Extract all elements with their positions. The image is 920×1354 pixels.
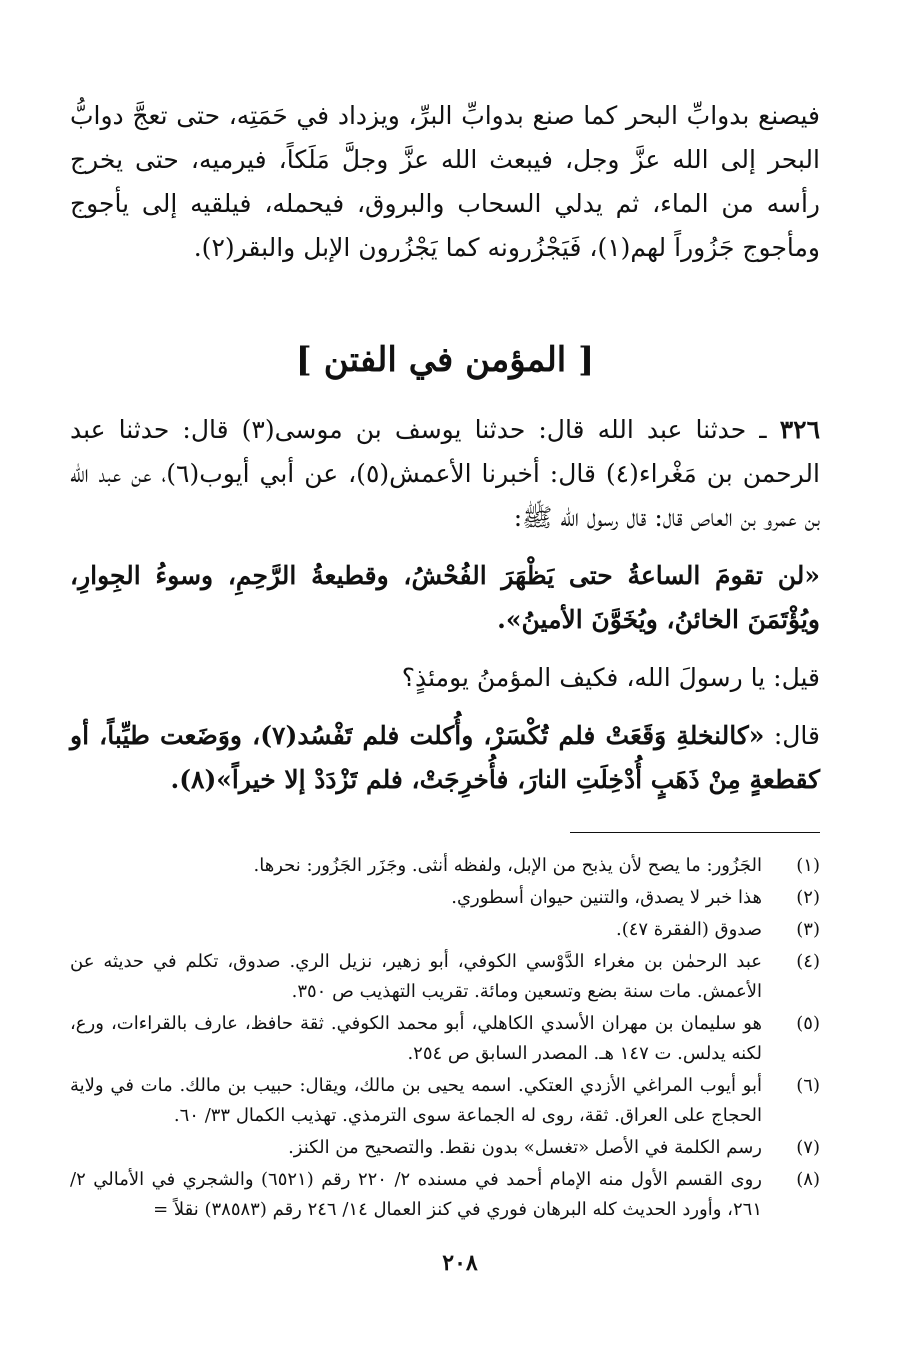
footnotes-list	[70, 851, 820, 1225]
footnote-mark: (٣)	[796, 919, 820, 940]
footnote-mark: (٦)	[796, 1075, 820, 1096]
footnote-text: صدوق (الفقرة ٤٧).	[615, 919, 762, 940]
footnote-mark: (٥)	[796, 1013, 820, 1034]
hadith-chain	[70, 408, 820, 540]
footnote-item	[70, 1009, 820, 1069]
footnote-text: هذا خبر لا يصدق، والتنين حيوان أسطوري.	[451, 887, 762, 908]
footnote-mark: (١)	[796, 855, 820, 876]
footnote-text: رسم الكلمة في الأصل «تغسل» بدون نقط. والتصحيح من الكنز.	[288, 1137, 762, 1158]
opening-paragraph: فيصنع بدوابِّ البحر كما صنع بدوابِّ البرِّ، ويزداد في حَمَتِه، حتى تعجَّ دوابُّ البحر إلى الله عزَّ وجل، فيبعث الله عزَّ وجلَّ مَلَكاً، فيرميه، حتى يخرج رأسه من الماء، ثم يدلي السحاب والبروق، فيحمله، فيلقيه إلى يأجوج ومأجوج جَزُوراً لهم(١)، فَيَجْزُرونه كما يَجْزُرون الإبل والبقر(٢).	[70, 101, 820, 262]
footnote-mark: (٧)	[796, 1137, 820, 1158]
footnote-text: عبد الرحمٰن بن مغراء الدَّوْسي الكوفي، أبو زهير، نزيل الري. صدوق، تكلم في حديثه عن الأعمش. مات سنة بضع وتسعين ومائة. تقريب التهذيب ص ٣٥٠.	[70, 951, 762, 1002]
footnote-mark: (٢)	[796, 887, 820, 908]
footnote-item	[70, 915, 820, 945]
footnote-item	[70, 851, 820, 881]
answer-prefix: قال:	[764, 721, 820, 750]
hadith-answer	[70, 714, 820, 802]
footnote-item	[70, 883, 820, 913]
footnote-mark: (٤)	[796, 951, 820, 972]
hadith-quote: «لن تقومَ الساعةُ حتى يَظْهَرَ الفُحْشُ، وقطيعةُ الرَّحِمِ، وسوءُ الجِوارِ، ويُؤْتَمَنَ الخائنُ، ويُخَوَّنَ الأمينُ».	[70, 561, 820, 634]
footnote-item	[70, 947, 820, 1007]
hadith-chain-text: ـ حدثنا عبد الله قال: حدثنا يوسف بن موسى(٣) قال: حدثنا عبد الرحمن بن مَغْراء(٤) قال: أخبرنا الأعمش(٥)، عن أبي أيوب(٦)، عن عبد الله بن عمرو بن العاص قال: قال رسول الله ﷺ:	[70, 415, 820, 532]
footnote-text: أبو أيوب المراغي الأزدي العتكي. اسمه يحيى بن مالك، ويقال: حبيب بن مالك. مات في ولاية الحجاج على العراق. ثقة، روى له الجماعة سوى الترمذي. تهذيب الكمال ٣٣/ ٦٠.	[70, 1075, 762, 1126]
footnote-text: هو سليمان بن مهران الأسدي الكاهلي، أبو محمد الكوفي. ثقة حافظ، عارف بالقراءات، ورع، لكنه يدلس. ت ١٤٧ هـ. المصدر السابق ص ٢٥٤.	[70, 1013, 763, 1064]
footnote-item	[70, 1165, 820, 1225]
section-heading: [ المؤمن في الفتن ]	[295, 340, 595, 380]
footnote-text: روى القسم الأول منه الإمام أحمد في مسنده ٢/ ٢٢٠ رقم (٦٥٢١) والشجري في الأمالي ٢/ ٢٦١، وأورد الحديث كله البرهان فوري في كنز العمال ١٤/ ٢٤٦ رقم (٣٨٥٨٣) نقلاً =	[70, 1169, 762, 1220]
footnote-item	[70, 1071, 820, 1131]
answer-body: «كالنخلةِ وَقَعَتْ فلم تُكْسَرْ، وأُكلت فلم تَفْسُد(٧)، ووَضَعت طيِّباً، أو كقطعةٍ مِنْ ذَهَبٍ أُدْخِلَتِ النارَ، فأُخرِجَتْ، فلم تَزْدَدْ إلا خيراً»(٨).	[70, 721, 820, 794]
hadith-number: ٣٢٦	[779, 415, 821, 444]
footnote-item	[70, 1133, 820, 1163]
hadith-question: قيل: يا رسولَ الله، فكيف المؤمنُ يومئذٍ؟	[401, 663, 820, 692]
footnote-separator	[570, 832, 820, 833]
footnote-text: الجَزُور: ما يصح لأن يذبح من الإبل، ولفظه أنثى. وجَزَر الجَزُور: نحرها.	[253, 855, 762, 876]
footnote-mark: (٨)	[796, 1169, 820, 1190]
page-number: ٢٠٨	[442, 1250, 478, 1276]
